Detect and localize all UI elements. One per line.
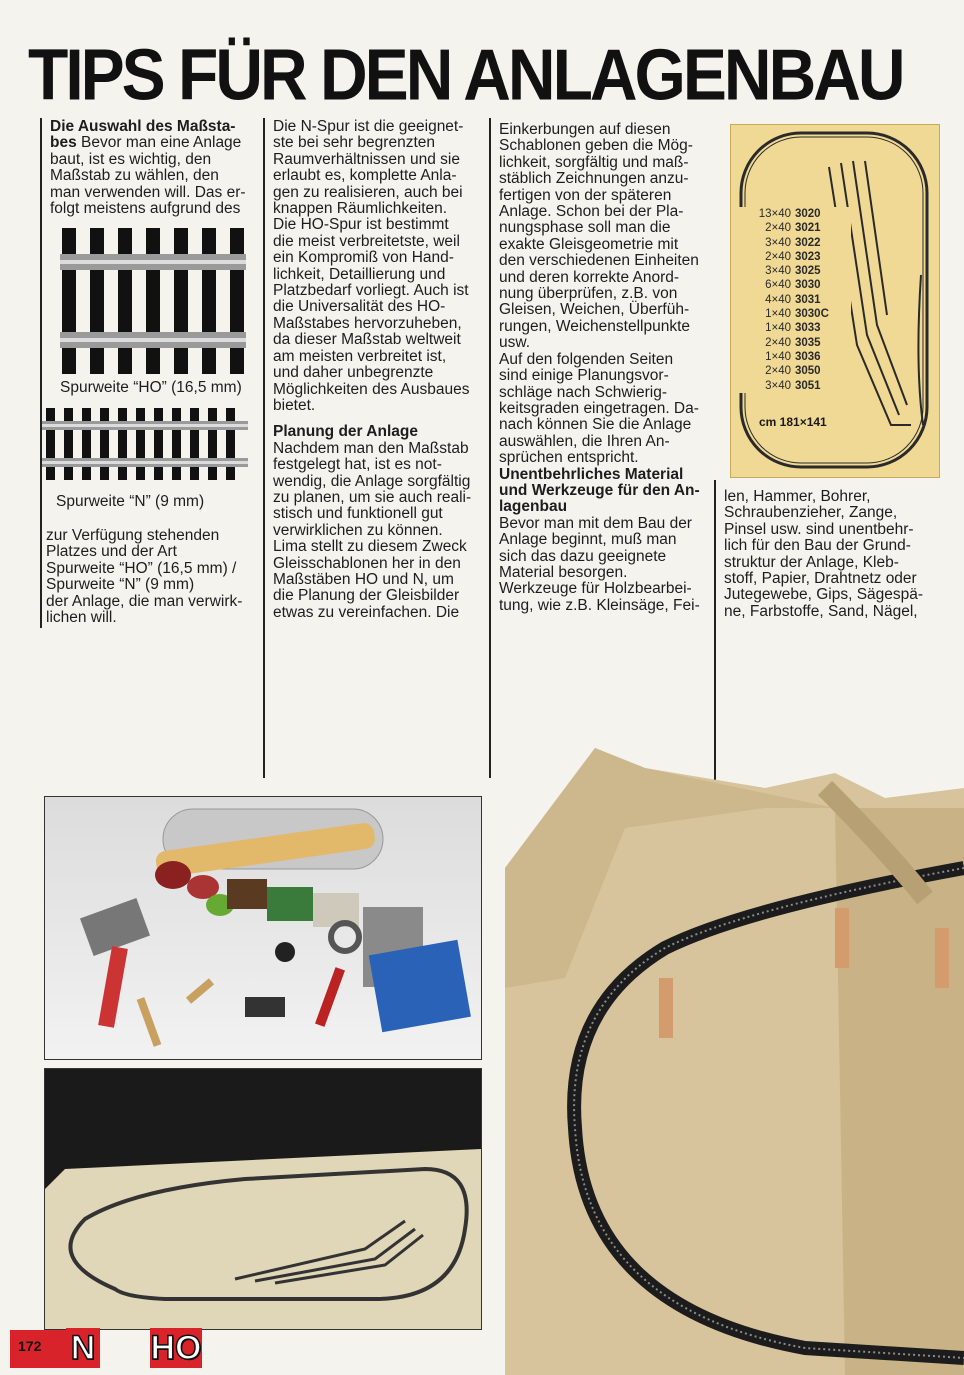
parts-row: 1×40 3036 — [765, 350, 821, 363]
col1-outro — [46, 528, 256, 626]
col2 — [273, 119, 485, 621]
col3-para1: Einkerbungen auf diesen Schablonen geben die Mög- lichkeit, sorgfältig und maß- stäblich Zeichnungen anzu- fertigen von der späteren Anlage. Schon bei der Pla- nungsphase soll man die exakte Gleisgeometrie mit den verschiedenen Einheiten und deren korrekte Anord- nung überprüfen, z.B. von Gleisen, Weichen, Überfüh- rungen, Weichenstellpunkte usw. Auf den folgenden Seiten sind einige Planungsvor- schläge nach Schwierig- keitsgraden eingetragen. Da- nach können Sie die Anlage auswählen, die Ihren An- sprüchen entspricht. — [499, 121, 699, 467]
layout-illustration — [505, 748, 964, 1375]
parts-row: 1×40 3030C — [765, 308, 829, 321]
parts-row: 3×40 3025 — [765, 265, 821, 278]
col4-para1: len, Hammer, Bohrer, Schraubenzieher, Zange, Pinsel usw. sind unentbehr- lich für den Bau der Grund- struktur der Anlage, Kleb- stoff, Papier, Drahtnetz oder Jutegewebe, Gips, Sägespä- ne, Farbstoffe, Sand, Nägel, — [724, 488, 924, 620]
caption-ho: Spurweite “HO” (16,5 mm) — [60, 379, 242, 396]
parts-row: 6×40 3030 — [765, 279, 821, 292]
column-rule — [489, 118, 491, 778]
layout-photo — [505, 748, 964, 1375]
parts-row: 2×40 3035 — [765, 336, 821, 349]
parts-row: 2×40 3050 — [765, 365, 821, 378]
parts-list — [731, 207, 851, 393]
badge-ho: HO — [150, 1329, 202, 1367]
col1-heading: Die Auswahl des Maßsta- bes — [50, 118, 236, 152]
col1-outro-text: zur Verfügung stehenden Platzes und der Art Spurweite “HO” (16,5 mm) / Spurweite “N” (9 mm) der Anlage, die man verwirk- lichen will. — [46, 527, 243, 627]
col3 — [499, 122, 711, 614]
page-number: 172 — [18, 1338, 42, 1354]
col1-intro — [50, 119, 260, 217]
parts-row: 1×40 3033 — [765, 322, 821, 335]
col1-intro-text: Bevor man eine Anlage baut, ist es wichtig, den Maßstab zu wählen, den man verwenden will. Das er- folgt meistens aufgrund des — [50, 134, 246, 218]
column-rule — [263, 118, 265, 778]
ho-track-illustration — [60, 228, 246, 374]
tools-photo — [44, 796, 482, 1060]
parts-row: 4×40 3031 — [765, 293, 821, 306]
n-track-illustration — [42, 408, 248, 480]
col3-heading: Unentbehrliches Material und Werkzeuge für den An- lagenbau — [499, 465, 700, 516]
col3-para2: Bevor man mit dem Bau der Anlage beginnt, muß man sich das dazu geeignete Material besorgen. Werkzeuge für Holzbearbei- tung, wie z.B. Kleinsäge, Fei- — [499, 514, 700, 614]
caption-n: Spurweite “N” (9 mm) — [56, 493, 205, 510]
baseboard-photo — [44, 1068, 482, 1330]
col2-para1: Die N-Spur ist die geeignet- ste bei sehr begrenzten Raumverhältnissen und sie erlaubt es, komplette Anla- gen zu realisieren, auch bei knappen Räumlichkeiten. Die HO-Spur ist bestimmt die meist verbreitetste, weil ein Kompromiß von Hand- lichkeit, Detaillierung und Platzbedarf vorliegt. Auch ist die Universalität des HO- Maßstabes hervorzuheben, da dieser Maßstab weltweit am meisten verbreitet ist, und daher unbegrenzte Möglichkeiten des Ausbaues bietet. — [273, 118, 470, 414]
column-rule — [40, 118, 42, 628]
track-plan-panel — [730, 124, 940, 478]
page-title: TIPS FÜR DEN ANLAGENBAU — [28, 33, 903, 115]
col2-heading: Planung der Anlage — [273, 423, 418, 441]
badge-n: N — [66, 1328, 100, 1368]
plan-size: cm 181×141 — [759, 415, 827, 429]
tools-illustration — [45, 797, 481, 1059]
col4 — [724, 489, 956, 620]
baseboard-illustration — [45, 1069, 481, 1329]
col2-para2: Nachdem man den Maßstab festgelegt hat, ist es not- wendig, die Anlage sorgfältig zu planen, um sie auch reali- stisch und funktionell gut verwirklichen zu können. Lima stellt zu diesem Zweck Gleisschablonen her in den Maßstäben HO und N, um die Planung der Gleisbilder etwas zu vereinfachen. Die — [273, 439, 472, 621]
parts-row: 3×40 3051 — [765, 379, 821, 392]
parts-row: 13×40 3020 — [758, 208, 821, 220]
parts-row: 3×40 3022 — [765, 236, 821, 249]
column-rule — [714, 480, 716, 780]
parts-row: 2×40 3021 — [765, 222, 821, 235]
parts-row: 2×40 3023 — [765, 250, 821, 263]
